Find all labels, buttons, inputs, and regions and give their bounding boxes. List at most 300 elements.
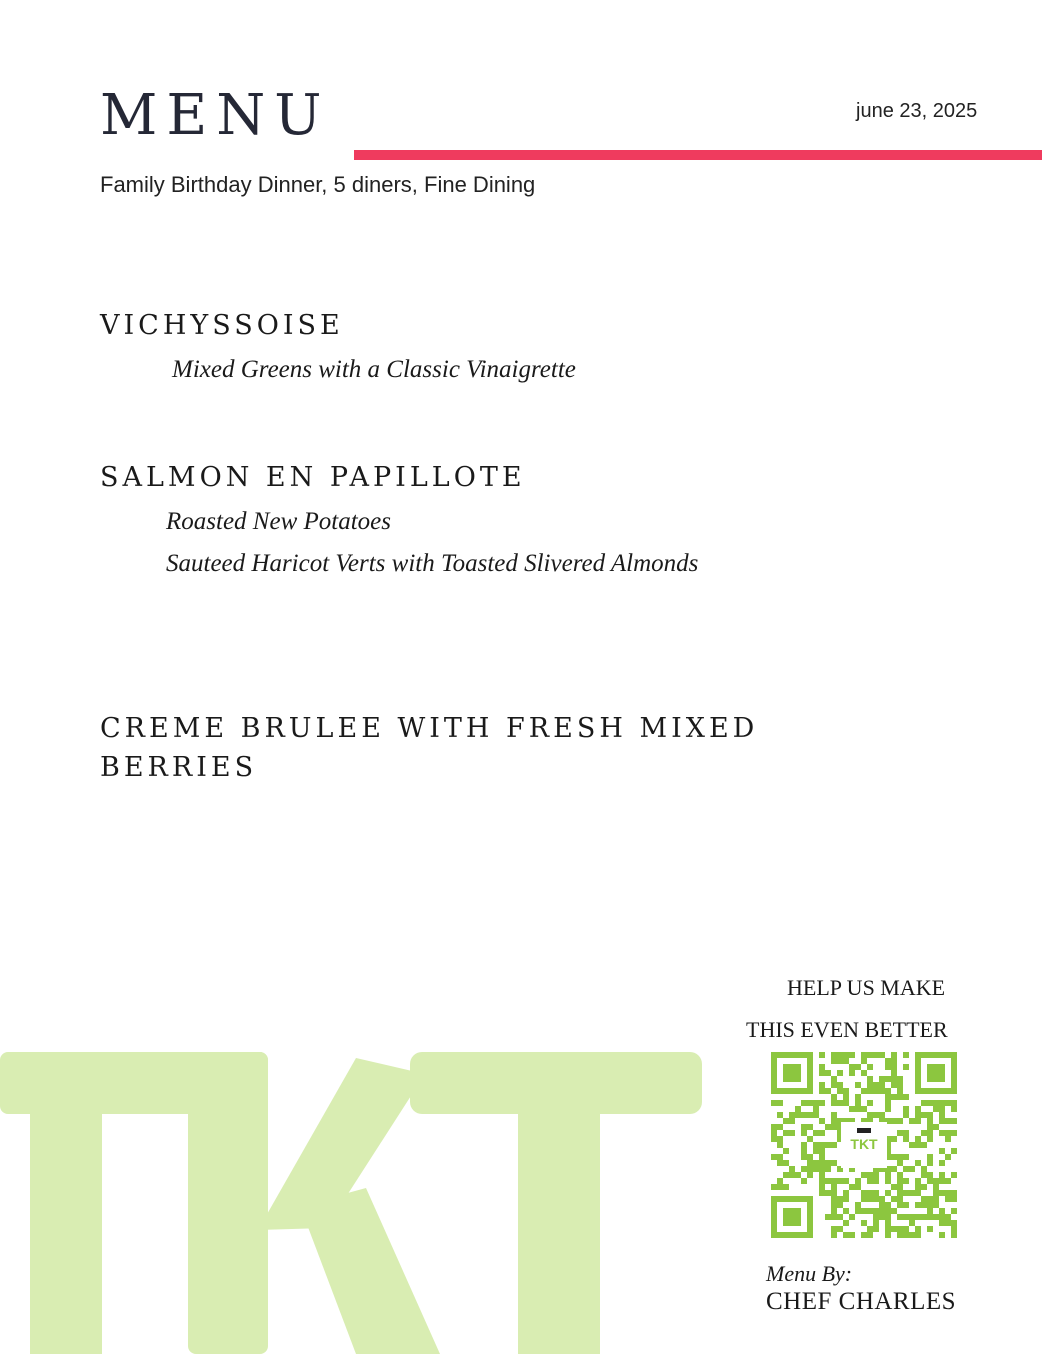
qr-module (867, 1052, 873, 1058)
qr-module (777, 1124, 783, 1130)
qr-module (897, 1088, 903, 1094)
qr-module (813, 1112, 819, 1118)
qr-module (849, 1052, 855, 1058)
qr-module (801, 1112, 807, 1118)
qr-module (783, 1118, 789, 1124)
qr-module (951, 1190, 957, 1196)
qr-module (903, 1190, 909, 1196)
qr-module (849, 1184, 855, 1190)
qr-module (873, 1226, 879, 1232)
qr-module (939, 1160, 945, 1166)
qr-module (867, 1088, 873, 1094)
course-side-dish: Mixed Greens with a Classic Vinaigrette (172, 356, 576, 383)
qr-module (915, 1118, 921, 1124)
feedback-heading-line2: THIS EVEN BETTER (746, 1017, 948, 1042)
qr-module (915, 1232, 921, 1238)
qr-module (891, 1226, 897, 1232)
qr-module (777, 1160, 783, 1166)
qr-module (897, 1160, 903, 1166)
qr-module (891, 1058, 897, 1064)
qr-module (915, 1136, 921, 1142)
course-side-dish: Sauteed Haricot Verts with Toasted Slivered Almonds (166, 550, 699, 577)
qr-module (903, 1214, 909, 1220)
qr-module (831, 1196, 837, 1202)
qr-module (831, 1094, 837, 1100)
qr-module (915, 1184, 921, 1190)
qr-module (897, 1172, 903, 1178)
qr-module (891, 1064, 897, 1070)
qr-module (837, 1226, 843, 1232)
qr-module (885, 1190, 891, 1196)
qr-module (807, 1136, 813, 1142)
qr-module (771, 1154, 777, 1160)
qr-module (891, 1166, 897, 1172)
qr-module (831, 1226, 837, 1232)
feedback-qr-code[interactable] (771, 1052, 957, 1238)
qr-module (843, 1100, 849, 1106)
qr-module (783, 1184, 789, 1190)
qr-module (939, 1190, 945, 1196)
qr-module (927, 1178, 933, 1184)
qr-module (831, 1160, 837, 1166)
qr-module (921, 1214, 927, 1220)
qr-module (939, 1130, 945, 1136)
qr-module (825, 1178, 831, 1184)
qr-module (849, 1214, 855, 1220)
qr-module (921, 1130, 927, 1136)
qr-module (915, 1214, 921, 1220)
qr-module (777, 1100, 783, 1106)
qr-module (819, 1130, 825, 1136)
qr-module (951, 1100, 957, 1106)
qr-module (819, 1160, 825, 1166)
qr-module (879, 1082, 885, 1088)
qr-module (819, 1154, 825, 1160)
course-title: VICHYSSOISE (100, 310, 344, 341)
qr-module (951, 1196, 957, 1202)
qr-module (825, 1070, 831, 1076)
qr-module (897, 1178, 903, 1184)
qr-module (879, 1052, 885, 1058)
qr-module (927, 1064, 945, 1082)
qr-module (927, 1112, 933, 1118)
qr-module (873, 1178, 879, 1184)
qr-module (855, 1094, 861, 1100)
qr-module (903, 1112, 909, 1118)
qr-module (945, 1190, 951, 1196)
qr-module (915, 1106, 921, 1112)
qr-module (897, 1154, 903, 1160)
qr-module (831, 1208, 837, 1214)
qr-module (891, 1184, 897, 1190)
qr-module (825, 1160, 831, 1166)
qr-module (777, 1142, 783, 1148)
qr-module (945, 1136, 951, 1142)
qr-module (831, 1202, 837, 1208)
qr-module (927, 1202, 933, 1208)
qr-module (837, 1100, 843, 1106)
qr-module (927, 1130, 933, 1136)
qr-module (927, 1208, 933, 1214)
qr-module (837, 1202, 843, 1208)
menu-date: june 23, 2025 (856, 100, 978, 122)
qr-module (909, 1118, 915, 1124)
qr-module (921, 1202, 927, 1208)
chef-name: CHEF CHARLES (766, 1288, 957, 1315)
qr-module (939, 1100, 945, 1106)
qr-module (861, 1208, 867, 1214)
qr-module (783, 1064, 801, 1082)
qr-module (939, 1172, 945, 1178)
qr-module (819, 1166, 825, 1172)
page-title: MENU (100, 83, 331, 148)
qr-module (945, 1220, 951, 1226)
qr-module (909, 1214, 915, 1220)
qr-module (867, 1064, 873, 1070)
qr-module (909, 1220, 915, 1226)
qr-module (789, 1172, 795, 1178)
qr-module (837, 1214, 843, 1220)
qr-module (801, 1124, 807, 1130)
qr-module (783, 1172, 789, 1178)
qr-module (885, 1088, 891, 1094)
qr-logo (841, 1122, 887, 1168)
qr-module (819, 1064, 825, 1070)
qr-module (855, 1064, 861, 1070)
qr-module (879, 1208, 885, 1214)
qr-module (951, 1118, 957, 1124)
qr-module (873, 1112, 879, 1118)
qr-module (813, 1142, 819, 1148)
qr-module (837, 1052, 843, 1058)
qr-module (843, 1094, 849, 1100)
qr-module (939, 1220, 945, 1226)
tkt-watermark-logo (0, 1040, 720, 1354)
qr-module (903, 1052, 909, 1058)
qr-module (843, 1190, 849, 1196)
qr-module (813, 1106, 819, 1112)
qr-module (879, 1214, 885, 1220)
qr-module (843, 1178, 849, 1184)
qr-module (885, 1076, 891, 1082)
qr-module (867, 1172, 873, 1178)
qr-module (879, 1088, 885, 1094)
qr-module (897, 1130, 903, 1136)
qr-module (849, 1106, 855, 1112)
course-title: SALMON EN PAPILLOTE (100, 462, 526, 493)
qr-module (807, 1100, 813, 1106)
qr-module (909, 1232, 915, 1238)
qr-module (831, 1076, 837, 1082)
qr-module (891, 1196, 897, 1202)
qr-module (897, 1196, 903, 1202)
qr-module (801, 1178, 807, 1184)
qr-module (939, 1232, 945, 1238)
qr-module (855, 1208, 861, 1214)
qr-module (867, 1112, 873, 1118)
qr-module (867, 1232, 873, 1238)
qr-module (915, 1202, 921, 1208)
course-3 (100, 709, 800, 787)
qr-module (897, 1214, 903, 1220)
qr-module (945, 1130, 951, 1136)
qr-module (789, 1130, 795, 1136)
qr-module (903, 1232, 909, 1238)
qr-module (885, 1094, 891, 1100)
qr-module (885, 1064, 891, 1070)
qr-module (843, 1208, 849, 1214)
qr-module (831, 1124, 837, 1130)
qr-module (819, 1142, 825, 1148)
qr-module (921, 1142, 927, 1148)
qr-module (825, 1088, 831, 1094)
qr-module (795, 1112, 801, 1118)
qr-module (903, 1166, 909, 1172)
qr-module (945, 1196, 951, 1202)
qr-module (921, 1166, 927, 1172)
qr-module (801, 1154, 807, 1160)
qr-module (891, 1070, 897, 1076)
qr-module (831, 1100, 837, 1106)
qr-module (891, 1076, 897, 1082)
qr-module (903, 1106, 909, 1112)
qr-module (903, 1064, 909, 1070)
event-subtitle: Family Birthday Dinner, 5 diners, Fine Dining (100, 172, 536, 197)
qr-module (933, 1202, 939, 1208)
qr-module (831, 1142, 837, 1148)
qr-module (831, 1232, 837, 1238)
qr-module (933, 1184, 939, 1190)
qr-module (873, 1088, 879, 1094)
qr-module (855, 1184, 861, 1190)
qr-module (831, 1190, 837, 1196)
qr-module (915, 1142, 921, 1148)
qr-module (861, 1088, 867, 1094)
qr-module (909, 1166, 915, 1172)
qr-module (903, 1202, 909, 1208)
qr-module (813, 1166, 819, 1172)
qr-module (831, 1178, 837, 1184)
qr-module (939, 1148, 945, 1154)
qr-module (831, 1052, 837, 1058)
qr-module (777, 1136, 783, 1142)
qr-module (897, 1232, 903, 1238)
qr-module (927, 1154, 933, 1160)
qr-module (927, 1118, 933, 1124)
qr-module (909, 1142, 915, 1148)
qr-module (927, 1196, 933, 1202)
qr-module (873, 1214, 879, 1220)
qr-module (927, 1124, 933, 1130)
qr-module (861, 1052, 867, 1058)
qr-module (843, 1088, 849, 1094)
qr-module (873, 1172, 879, 1178)
qr-module (867, 1082, 873, 1088)
qr-module (837, 1088, 843, 1094)
qr-module (819, 1190, 825, 1196)
qr-module (813, 1130, 819, 1136)
qr-module (885, 1106, 891, 1112)
qr-module (933, 1190, 939, 1196)
qr-module (873, 1052, 879, 1058)
qr-module (801, 1166, 807, 1172)
qr-module (885, 1058, 891, 1064)
qr-module (945, 1214, 951, 1220)
accent-divider (354, 150, 1042, 160)
qr-module (807, 1112, 813, 1118)
qr-module (837, 1058, 843, 1064)
qr-module (903, 1226, 909, 1232)
qr-module (843, 1232, 849, 1238)
qr-module (807, 1124, 813, 1130)
qr-module (777, 1154, 783, 1160)
qr-module (885, 1208, 891, 1214)
qr-module (951, 1130, 957, 1136)
qr-module (873, 1082, 879, 1088)
qr-logo-text: TKT (850, 1136, 878, 1152)
qr-module (903, 1130, 909, 1136)
qr-module (801, 1148, 807, 1154)
qr-module (807, 1154, 813, 1160)
course-side-dish: Roasted New Potatoes (166, 508, 391, 535)
qr-module (873, 1220, 879, 1226)
qr-module (819, 1082, 825, 1088)
qr-module (819, 1184, 825, 1190)
qr-module (861, 1106, 867, 1112)
qr-module (939, 1214, 945, 1220)
qr-module (939, 1106, 945, 1112)
qr-module (807, 1166, 813, 1172)
qr-module (885, 1202, 891, 1208)
qr-module (861, 1070, 867, 1076)
qr-module (939, 1208, 945, 1214)
qr-module (915, 1160, 921, 1166)
qr-module (807, 1172, 813, 1178)
qr-module (927, 1226, 933, 1232)
qr-module (795, 1172, 801, 1178)
qr-module (861, 1196, 867, 1202)
qr-module (777, 1178, 783, 1184)
qr-module (867, 1076, 873, 1082)
qr-module (903, 1178, 909, 1184)
qr-module (897, 1118, 903, 1124)
qr-module (933, 1124, 939, 1130)
qr-module (897, 1184, 903, 1190)
qr-module (879, 1202, 885, 1208)
qr-module (933, 1106, 939, 1112)
qr-module (897, 1226, 903, 1232)
qr-module (801, 1142, 807, 1148)
qr-module (789, 1112, 795, 1118)
qr-module (897, 1190, 903, 1196)
qr-module (951, 1226, 957, 1232)
qr-module (831, 1082, 837, 1088)
qr-module (927, 1172, 933, 1178)
qr-module (927, 1136, 933, 1142)
qr-module (951, 1172, 957, 1178)
qr-module (903, 1154, 909, 1160)
qr-module (933, 1196, 939, 1202)
qr-module (855, 1082, 861, 1088)
qr-module (831, 1118, 837, 1124)
qr-module (861, 1172, 867, 1178)
qr-module (813, 1160, 819, 1166)
qr-module (867, 1196, 873, 1202)
qr-module (843, 1058, 849, 1064)
qr-module (825, 1190, 831, 1196)
qr-module (783, 1160, 789, 1166)
qr-module (843, 1220, 849, 1226)
qr-module (837, 1082, 843, 1088)
qr-module (945, 1100, 951, 1106)
qr-module (831, 1184, 837, 1190)
qr-module (861, 1058, 867, 1064)
qr-module (849, 1070, 855, 1076)
qr-module (771, 1130, 777, 1136)
qr-module (951, 1232, 957, 1238)
qr-module (921, 1100, 927, 1106)
qr-module (951, 1208, 957, 1214)
qr-module (915, 1178, 921, 1184)
course-title: CREME BRULEE WITH FRESH MIXED BERRIES (100, 713, 759, 783)
qr-module (885, 1172, 891, 1178)
qr-module (891, 1094, 897, 1100)
qr-module (897, 1076, 903, 1082)
qr-module (885, 1100, 891, 1106)
qr-module (861, 1232, 867, 1238)
qr-module (897, 1094, 903, 1100)
qr-module (909, 1190, 915, 1196)
credit-label: Menu By: (766, 1261, 853, 1286)
qr-module (819, 1052, 825, 1058)
qr-module (933, 1100, 939, 1106)
qr-module (891, 1082, 897, 1088)
qr-module (885, 1214, 891, 1220)
feedback-heading-line1: HELP US MAKE (787, 975, 946, 1000)
qr-module (891, 1052, 897, 1058)
qr-module (789, 1166, 795, 1172)
qr-module (783, 1148, 789, 1154)
qr-module (897, 1082, 903, 1088)
qr-module (831, 1112, 837, 1118)
qr-module (921, 1112, 927, 1118)
qr-module (783, 1208, 801, 1226)
qr-module (945, 1154, 951, 1160)
qr-module (873, 1196, 879, 1202)
qr-module (945, 1178, 951, 1184)
qr-module (891, 1118, 897, 1124)
qr-module (921, 1184, 927, 1190)
qr-module (933, 1178, 939, 1184)
qr-module (915, 1112, 921, 1118)
qr-module (879, 1196, 885, 1202)
qr-module (801, 1100, 807, 1106)
qr-module (891, 1136, 897, 1142)
qr-module (825, 1142, 831, 1148)
qr-module (777, 1184, 783, 1190)
qr-module (825, 1124, 831, 1130)
qr-module (813, 1148, 819, 1154)
qr-module (855, 1202, 861, 1208)
qr-module (819, 1118, 825, 1124)
qr-module (921, 1172, 927, 1178)
qr-module (867, 1100, 873, 1106)
qr-module (819, 1100, 825, 1106)
qr-module (927, 1160, 933, 1166)
qr-module (783, 1130, 789, 1136)
qr-module (921, 1196, 927, 1202)
qr-module (771, 1100, 777, 1106)
